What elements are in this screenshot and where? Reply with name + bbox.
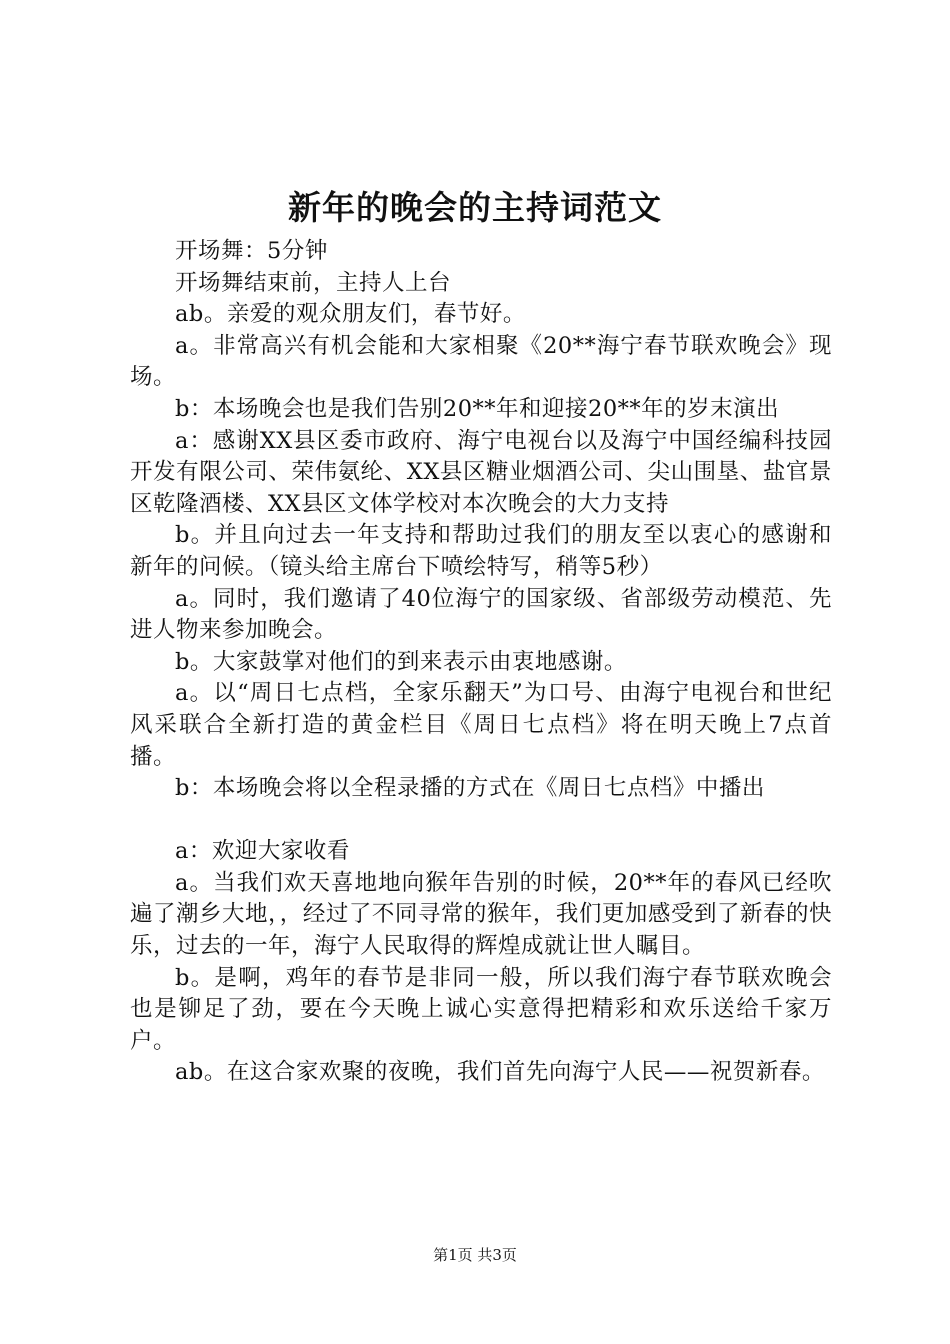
paragraph: 开场舞：5分钟: [175, 238, 328, 264]
paragraph: b：本场晚会也是我们告别20**年和迎接20**年的岁末演出: [175, 395, 780, 422]
paragraph: 开场舞结束前，主持人上台: [175, 269, 452, 296]
paragraph: b：本场晚会将以全程录播的方式在《周日七点档》中播出: [175, 775, 765, 802]
document-title: 新年的晚会的主持词范文: [288, 188, 662, 227]
paragraph: b。大家鼓掌对他们的到来表示由衷地感谢。: [175, 648, 627, 675]
paragraph: a：欢迎大家收看: [175, 838, 350, 865]
paragraph: a：感谢XX县区委市政府、海宁电视台以及海宁中国经编科技园开发有限公司、荣伟氨纶、XX县区糖业烟酒公司、尖山围垦、盐官景区乾隆酒楼、XX县区文体学校对本次晚会的大力支持: [130, 427, 832, 517]
paragraph: a。同时，我们邀请了40位海宁的国家级、省部级劳动模范、先进人物来参加晚会。: [130, 585, 832, 644]
paragraph: a。非常高兴有机会能和大家相聚《20**海宁春节联欢晚会》现场。: [130, 332, 832, 391]
page-number-footer: 第1页 共3页: [433, 1246, 517, 1264]
paragraph: ab。在这合家欢聚的夜晚，我们首先向海宁人民——祝贺新春。: [175, 1059, 825, 1086]
paragraph: ab。亲爱的观众朋友们，春节好。: [175, 301, 526, 328]
paragraph: a。当我们欢天喜地地向猴年告别的时候，20**年的春风已经吹遍了潮乡大地，，经过了不同寻常的猴年，我们更加感受到了新春的快乐，过去的一年，海宁人民取得的辉煌成就让世人瞩目。: [130, 869, 832, 960]
paragraph: a。以“周日七点档，全家乐翻天”为口号、由海宁电视台和世纪风采联合全新打造的黄金栏目《周日七点档》将在明天晚上7点首播。: [130, 680, 832, 770]
document-body: [130, 236, 832, 1089]
paragraph: b。并且向过去一年支持和帮助过我们的朋友至以衷心的感谢和新年的问候。（镜头给主席台下喷绘特写，稍等5秒）: [130, 522, 832, 580]
paragraph: b。是啊，鸡年的春节是非同一般，所以我们海宁春节联欢晚会也是铆足了劲，要在今天晚上诚心实意得把精彩和欢乐送给千家万户。: [130, 964, 832, 1054]
